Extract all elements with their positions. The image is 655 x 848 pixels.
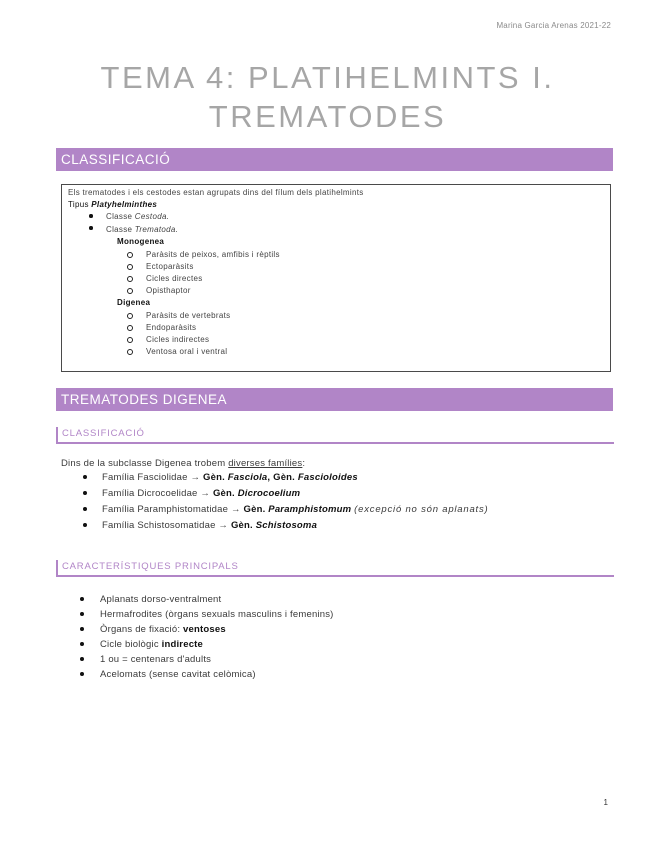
circle-bullet-icon <box>127 288 133 294</box>
bullet-icon <box>89 214 93 218</box>
title-line-1: TEMA 4: PLATIHELMINTS I. <box>100 60 555 95</box>
subsection-heading: CARACTERÍSTIQUES PRINCIPALS <box>62 561 239 572</box>
feature-item: Hermafrodites (òrgans sexuals masculins i femenins) <box>100 609 334 620</box>
section-heading: CLASSIFICACIÓ <box>61 152 171 167</box>
family-item: Família Dicrocoelidae → Gèn. Dicrocoelium <box>102 488 301 499</box>
monogenea-item: Paràsits de peixos, amfibis i rèptils <box>146 250 280 259</box>
bullet-icon <box>83 507 87 511</box>
monogenea-item: Opisthaptor <box>146 286 191 295</box>
subsection-classificacio <box>56 427 614 444</box>
author-header: Marina Garcia Arenas 2021-22 <box>496 21 611 30</box>
bullet-icon <box>83 491 87 495</box>
feature-item: Acelomats (sense cavitat celòmica) <box>100 669 256 680</box>
arrow-icon: → <box>218 520 229 531</box>
circle-bullet-icon <box>127 337 133 343</box>
box-intro: Els trematodes i els cestodes estan agrupats dins del fílum dels platihelmints <box>68 188 364 197</box>
circle-bullet-icon <box>127 349 133 355</box>
circle-bullet-icon <box>127 276 133 282</box>
class-item: Classe Cestoda. <box>106 212 170 221</box>
title-line-2: TREMATODES <box>208 99 447 134</box>
page-title <box>0 58 655 136</box>
families-intro: Dins de la subclasse Digenea trobem diverses famílies: <box>61 458 306 469</box>
subsection-caracteristiques <box>56 560 614 577</box>
arrow-icon: → <box>190 472 201 483</box>
feature-item: Òrgans de fixació: ventoses <box>100 624 226 635</box>
digenea-item: Endoparàsits <box>146 323 197 332</box>
tipus-name: Platyhelminthes <box>91 200 158 209</box>
digenea-item: Paràsits de vertebrats <box>146 311 231 320</box>
subsection-heading: CLASSIFICACIÓ <box>62 428 145 439</box>
classification-box <box>61 184 611 372</box>
feature-item: Cicle biològic indirecte <box>100 639 204 650</box>
class-item: Classe Trematoda. <box>106 225 179 234</box>
bullet-icon <box>80 672 84 676</box>
bullet-icon <box>89 226 93 230</box>
digenea-item: Cicles indirectes <box>146 335 210 344</box>
monogenea-item: Cicles directes <box>146 274 203 283</box>
digenea-label: Digenea <box>117 298 151 307</box>
circle-bullet-icon <box>127 252 133 258</box>
monogenea-item: Ectoparàsits <box>146 262 194 271</box>
arrow-icon: → <box>230 504 241 515</box>
bullet-icon <box>83 523 87 527</box>
family-item: Família Fasciolidae → Gèn. Fasciola, Gèn. Fascioloides <box>102 472 358 483</box>
bullet-icon <box>80 597 84 601</box>
bullet-icon <box>80 642 84 646</box>
page-number: 1 <box>603 798 608 807</box>
feature-item: Aplanats dorso-ventralment <box>100 594 222 605</box>
arrow-icon: → <box>200 488 211 499</box>
section-banner-trematodes-digenea <box>56 388 613 411</box>
bullet-icon <box>80 612 84 616</box>
section-heading: TREMATODES DIGENEA <box>61 392 228 407</box>
bullet-icon <box>83 475 87 479</box>
families-link: diverses famílies <box>228 458 303 469</box>
family-item: Família Schistosomatidae → Gèn. Schistosoma <box>102 520 318 531</box>
feature-item: 1 ou = centenars d'adults <box>100 654 212 665</box>
monogenea-label: Monogenea <box>117 237 165 246</box>
circle-bullet-icon <box>127 313 133 319</box>
digenea-item: Ventosa oral i ventral <box>146 347 228 356</box>
family-item: Família Paramphistomatidae → Gèn. Paramphistomum (excepció no són aplanats) <box>102 504 489 515</box>
section-banner-classificacio <box>56 148 613 171</box>
bullet-icon <box>80 657 84 661</box>
circle-bullet-icon <box>127 264 133 270</box>
circle-bullet-icon <box>127 325 133 331</box>
bullet-icon <box>80 627 84 631</box>
tipus-line: Tipus Platyhelminthes <box>68 200 158 209</box>
